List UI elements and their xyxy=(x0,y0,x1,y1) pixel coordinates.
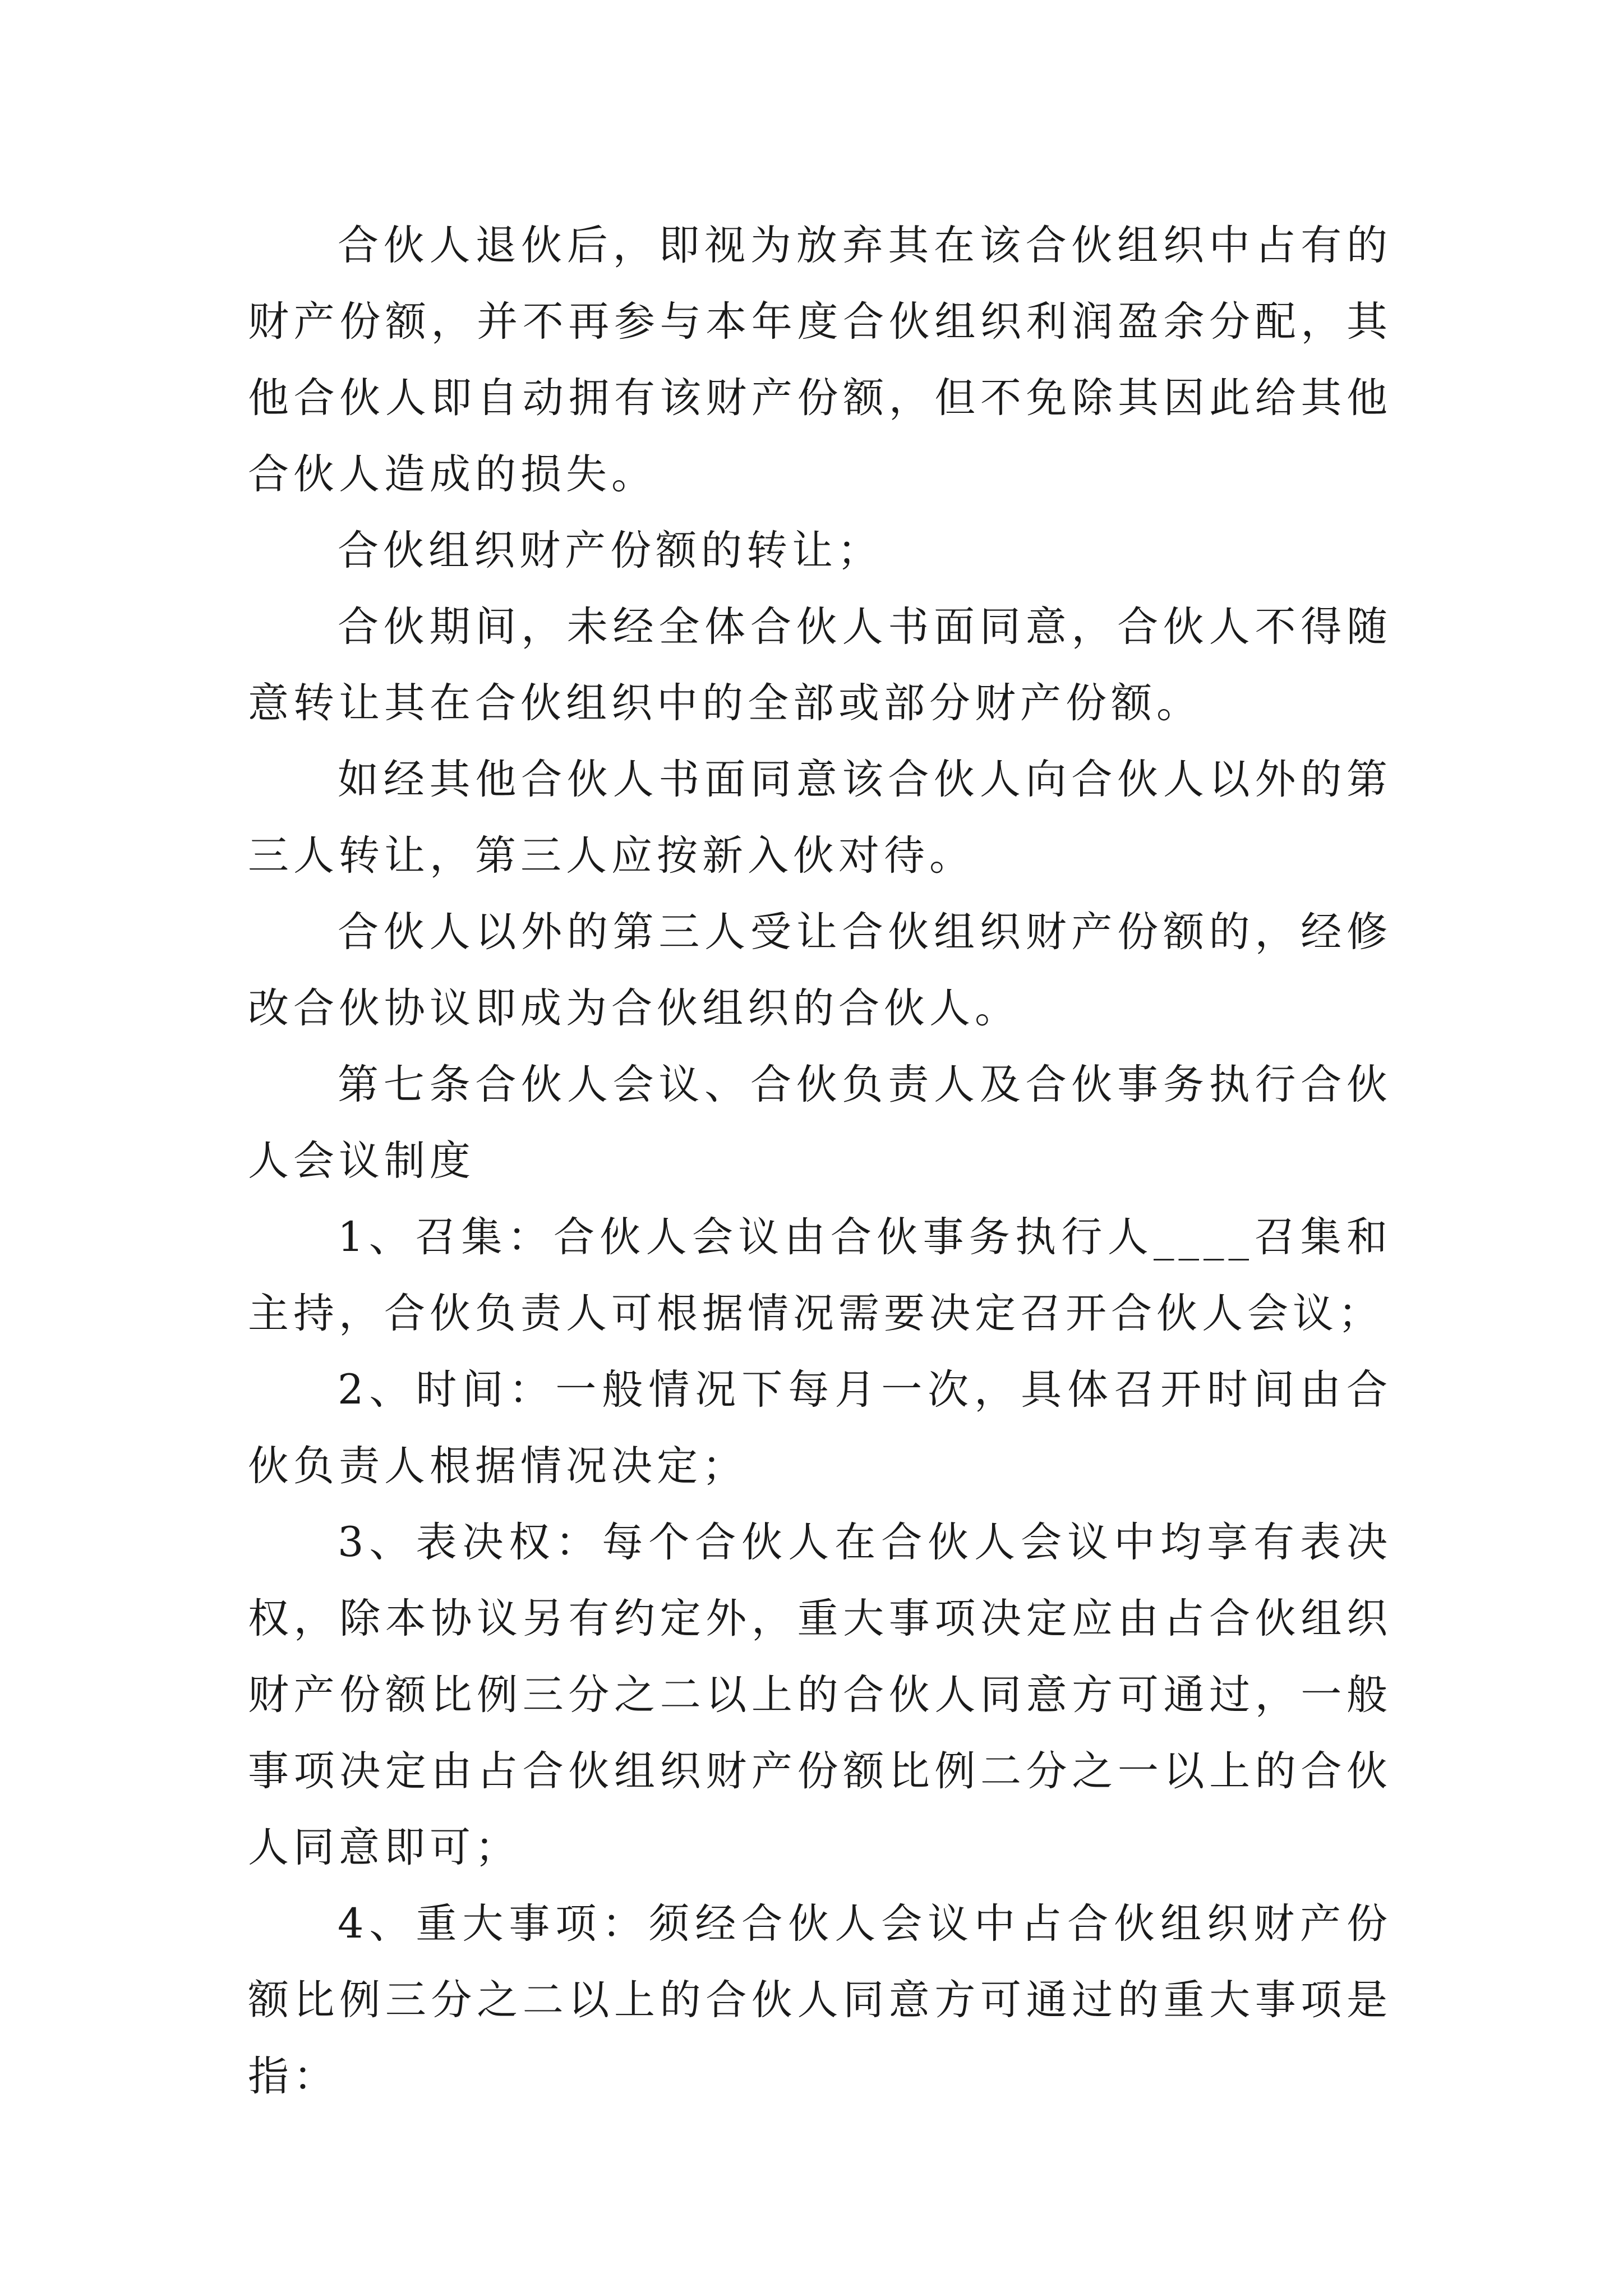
paragraph-transfer-heading: 合伙组织财产份额的转让； xyxy=(338,527,883,574)
paragraph-meeting-time: 2、时间：一般情况下每月一次，具体召开时间由合伙负责人根据情况决定； xyxy=(248,1366,1392,1490)
paragraph-voting-rights: 3、表决权：每个合伙人在合伙人会议中均享有表决权，除本协议另有约定外，重大事项决定应由占合伙组织财产份额比例三分之二以上的合伙人同意方可通过，一般事项决定由占合伙组织财产份额比例二分之一以上的合伙人同意即可； xyxy=(248,1519,1392,1871)
document-body xyxy=(248,208,1392,2115)
paragraph-article-seven: 第七条合伙人会议、合伙负责人及合伙事务执行合伙人会议制度 xyxy=(248,1061,1392,1185)
paragraph-major-matters: 4、重大事项：须经合伙人会议中占合伙组织财产份额比例三分之二以上的合伙人同意方可通过的重大事项是指： xyxy=(248,1900,1392,2100)
paragraph-transfer-consent: 合伙期间，未经全体合伙人书面同意，合伙人不得随意转让其在合伙组织中的全部或部分财产份额。 xyxy=(248,603,1392,727)
paragraph-withdrawal-effect: 合伙人退伙后，即视为放弃其在该合伙组织中占有的财产份额，并不再参与本年度合伙组织利润盈余分配，其他合伙人即自动拥有该财产份额，但不免除其因此给其他合伙人造成的损失。 xyxy=(248,222,1392,498)
paragraph-convening: 1、召集：合伙人会议由合伙事务执行人____召集和主持，合伙负责人可根据情况需要决定召开合伙人会议； xyxy=(248,1213,1392,1337)
paragraph-third-party-partner: 合伙人以外的第三人受让合伙组织财产份额的，经修改合伙协议即成为合伙组织的合伙人。 xyxy=(248,908,1392,1032)
paragraph-third-party-transfer: 如经其他合伙人书面同意该合伙人向合伙人以外的第三人转让，第三人应按新入伙对待。 xyxy=(248,756,1392,880)
